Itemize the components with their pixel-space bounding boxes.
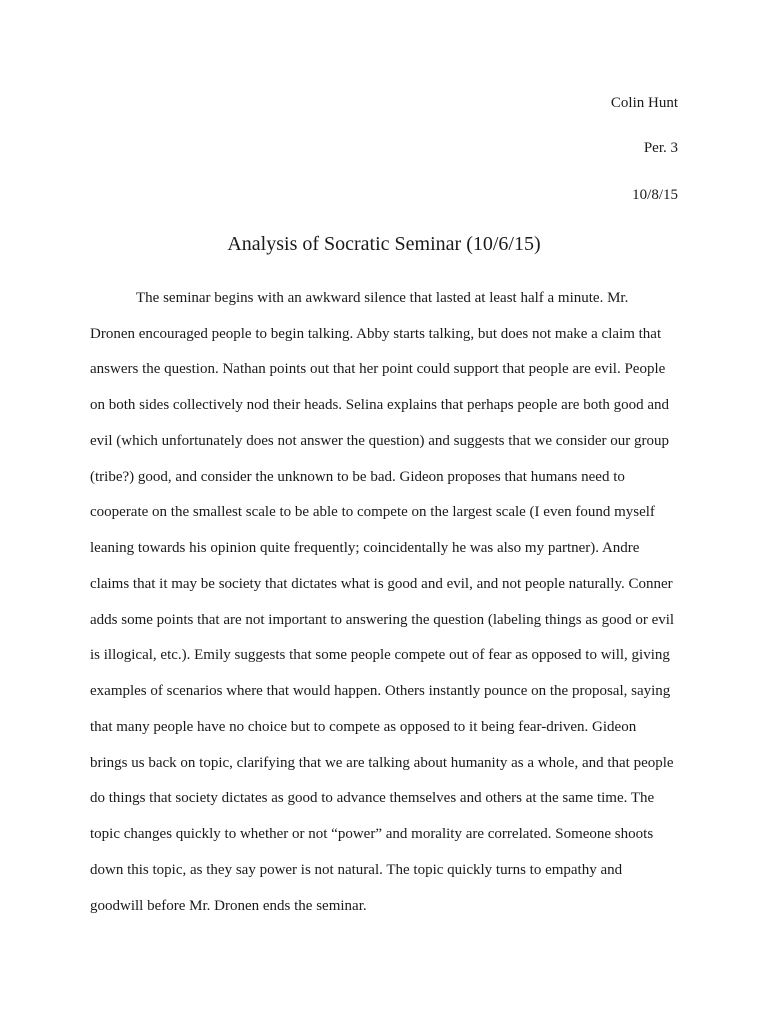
body-line: that many people have no choice but to compete as opposed to it being fear-driven. Gideon <box>90 719 637 735</box>
body-line: answers the question. Nathan points out that her point could support that people are evil. People <box>90 361 666 377</box>
body-line: Dronen encouraged people to begin talking. Abby starts talking, but does not make a claim that <box>90 326 662 342</box>
body-line: The seminar begins with an awkward silence that lasted at least half a minute. Mr. <box>136 290 629 306</box>
author-name: Colin Hunt <box>610 95 678 111</box>
body-line: down this topic, as they say power is not natural. The topic quickly turns to empathy and <box>90 862 623 878</box>
body-line: goodwill before Mr. Dronen ends the seminar. <box>90 898 367 914</box>
body-line: is illogical, etc.). Emily suggests that some people compete out of fear as opposed to will, giving <box>90 647 670 663</box>
body-line: topic changes quickly to whether or not “power” and morality are correlated. Someone shoots <box>90 826 654 842</box>
body-line: evil (which unfortunately does not answer the question) and suggests that we consider our group <box>90 433 670 449</box>
body-line: claims that it may be society that dictates what is good and evil, and not people naturally. Conner <box>90 576 673 592</box>
body-line: (tribe?) good, and consider the unknown to be bad. Gideon proposes that humans need to <box>90 469 625 485</box>
body-line: brings us back on topic, clarifying that we are talking about humanity as a whole, and that people <box>90 755 674 771</box>
body-line: adds some points that are not important to answering the question (labeling things as good or evil <box>90 612 675 628</box>
document-title: Analysis of Socratic Seminar (10/6/15) <box>227 233 541 255</box>
class-period: Per. 3 <box>643 140 678 156</box>
body-line: do things that society dictates as good to advance themselves and others at the same time. The <box>90 790 655 806</box>
body-line: on both sides collectively nod their heads. Selina explains that perhaps people are both good and <box>90 397 670 413</box>
body-line: cooperate on the smallest scale to be able to compete on the largest scale (I even found myself <box>90 504 655 520</box>
body-line: leaning towards his opinion quite frequently; coincidentally he was also my partner). Andre <box>90 540 640 556</box>
document-date: 10/8/15 <box>632 187 678 203</box>
body-line: examples of scenarios where that would happen. Others instantly pounce on the proposal, saying <box>90 683 671 699</box>
